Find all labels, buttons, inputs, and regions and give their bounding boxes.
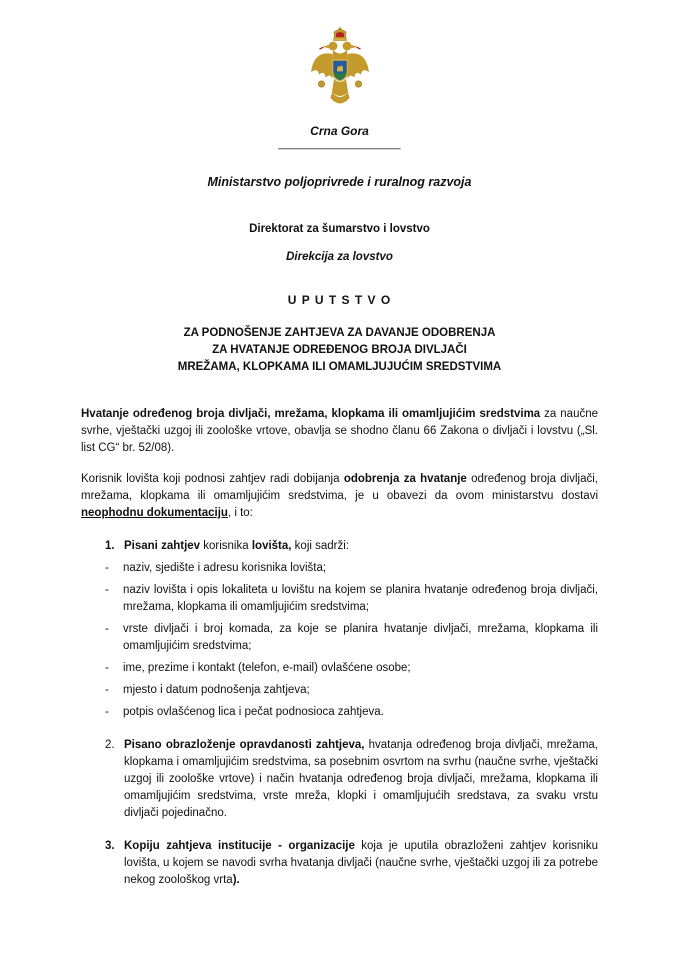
document-type-heading: U P U T S T V O xyxy=(287,293,392,307)
document-body xyxy=(81,406,598,889)
list-item-1 xyxy=(105,538,598,721)
subtitle-line-1: ZA PODNOŠENJE ZAHTJEVA ZA DAVANJE ODOBRENJA xyxy=(183,327,496,339)
list-item-1-text: Pisani zahtjev korisnika lovišta, koji sadrži: xyxy=(124,540,350,552)
list-item-3-head xyxy=(105,838,598,889)
list-item-2 xyxy=(105,737,598,822)
list-item-1-subitems xyxy=(105,560,598,721)
dash-bullet: - xyxy=(105,684,109,696)
country-name: Crna Gora xyxy=(310,124,369,138)
intro-paragraph: Hvatanje određenog broja divljači, mrežama, klopkama ili omamljujićim sredstvima za naučne svrhe, vještački uzgoj ili zoološke vrtove, obavlja se shodno članu 66 Zakona o divljači i lovstvu („Sl. list CG“ br. 52/08). xyxy=(81,408,599,454)
list-item-1-number: 1. xyxy=(105,540,115,552)
sub-item-2-text: naziv lovišta i opis lokaliteta u lovištu na kojem se planira hvatanje određenog broja divljači, mrežama, klopkama ili omamljujićim sredstvima; xyxy=(123,584,598,613)
sub-item-3 xyxy=(105,621,598,655)
direction-name: Direkcija za lovstvo xyxy=(286,251,393,263)
dash-bullet: - xyxy=(105,562,109,574)
requirements-paragraph: Korisnik lovišta koji podnosi zahtjev radi dobijanja odobrenja za hvatanje određenog broja divljači, mrežama, klopkama ili omamljujićim sredstvima, je u obavezi da ovom ministarstvu dostavi neophodnu dokumentaciju, i to: xyxy=(81,473,598,519)
dash-bullet: - xyxy=(105,584,109,596)
list-item-2-head xyxy=(105,737,598,822)
sub-item-1 xyxy=(105,560,598,577)
directorate-name: Direktorat za šumarstvo i lovstvo xyxy=(249,223,430,235)
sub-item-2 xyxy=(105,582,598,616)
document-header xyxy=(81,26,598,263)
dash-bullet: - xyxy=(105,662,109,674)
document-subtitle xyxy=(81,325,598,376)
list-item-3-number: 3. xyxy=(105,840,115,852)
sub-item-1-text: naziv, sjedište i adresu korisnika lovišta; xyxy=(123,562,327,574)
coat-of-arms-svg xyxy=(308,26,372,114)
sub-item-4-text: ime, prezime i kontakt (telefon, e-mail) ovlašćene osobe; xyxy=(123,662,411,674)
dash-bullet: - xyxy=(105,706,109,718)
subtitle-line-2: ZA HVATANJE ODREĐENOG BROJA DIVLJAČI xyxy=(212,344,467,356)
sub-item-4 xyxy=(105,660,598,677)
list-item-2-text: Pisano obrazloženje opravdanosti zahtjeva, hvatanja određenog broja divljači, mrežama, klopkama i omamljujićim sredstvima, sa posebnim osvrtom na svrhu (naučne svrhe, vještački uzgoj ili zoološke vrtove) i način hvatanja određenog broja divljači, mrežama, klopkama ili omamljujićim sredstvima, vrste mreža, klopki i omamljujućih sredstava, za svaku vrstu divljači pojedinačno. xyxy=(124,739,598,819)
ministry-name: Ministarstvo poljoprivrede i ruralnog razvoja xyxy=(207,175,472,189)
subtitle-line-3: MREŽAMA, KLOPKAMA ILI OMAMLJUJUĆIM SREDSTVIMA xyxy=(177,361,502,373)
sub-item-6-text: potpis ovlašćenog lica i pečat podnosioca zahtjeva. xyxy=(123,706,384,718)
requirements-list xyxy=(81,538,598,889)
list-item-2-number: 2. xyxy=(105,739,115,751)
sub-item-3-text: vrste divljači i broj komada, za koje se planira hvatanje divljači, mrežama, klopkama ili omamljujićim sredstvima; xyxy=(123,623,598,652)
list-item-3 xyxy=(105,838,598,889)
montenegro-coat-of-arms-icon xyxy=(81,26,598,114)
separator-line: ____________________ xyxy=(278,138,401,150)
dash-bullet: - xyxy=(105,623,109,635)
list-item-1-head xyxy=(105,538,598,555)
sub-item-5-text: mjesto i datum podnošenja zahtjeva; xyxy=(123,684,310,696)
sub-item-6 xyxy=(105,704,598,721)
list-item-3-text: Kopiju zahtjeva institucije - organizacije koja je uputila obrazloženi zahtjev korisniku lovišta, u kojem se navodi svrha hvatanja divljači (naučne svrhe, vještački uzgoj ili za potrebe nekog zoološkog vrta). xyxy=(124,840,599,886)
sub-item-5 xyxy=(105,682,598,699)
